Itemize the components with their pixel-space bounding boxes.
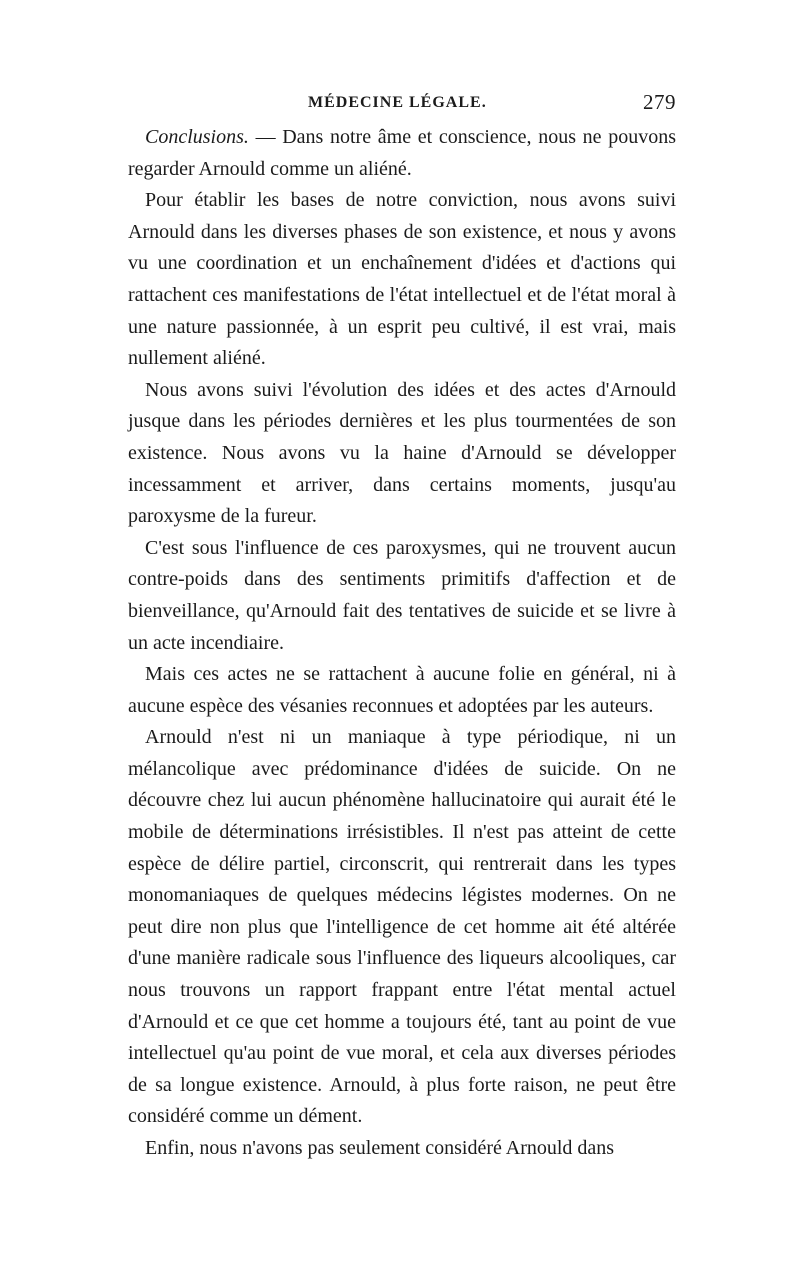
paragraph-vesanies: [128, 659, 676, 722]
paragraph-diagnostic: [128, 722, 676, 1133]
running-head: [128, 88, 676, 122]
paragraph-text: Arnould n'est ni un maniaque à type périodique, ni un mélancolique avec prédominance d'idées de suicide. On ne découvre chez lui aucun phénomène hallucinatoire qui aurait été le mobile de déterminations irrésistibles. Il n'est pas atteint de cette espèce de délire partiel, circonscrit, qui rentrerait dans les types monomaniaques de quelques médecins légistes modernes. On ne peut dire non plus que l'intelligence de cet homme ait été altérée d'une manière radicale sous l'influence des liqueurs alcooliques, car nous trouvons un rapport frappant entre l'état mental actuel d'Arnould et ce que cet homme a toujours été, tant au point de vue intellectuel qu'au point de vue moral, et cela aux diverses périodes de sa longue existence. Arnould, à plus forte raison, ne peut être considéré comme un dément.: [128, 726, 676, 1128]
paragraph-text: Mais ces actes ne se rattachent à aucune folie en général, ni à aucune espèce des vésanies reconnues et adoptées par les auteurs.: [128, 663, 676, 717]
paragraph-text: Pour établir les bases de notre conviction, nous avons suivi Arnould dans les diverses phases de son existence, et nous y avons vu une coordination et un enchaînement d'idées et d'actions qui rattachent ces manifestations de l'état intellectuel et de l'état moral à une nature passionnée, à un esprit peu cultivé, il est vrai, mais nullement aliéné.: [128, 189, 676, 370]
paragraph-conviction: [128, 185, 676, 375]
paragraph-evolution: [128, 375, 676, 533]
paragraph-text: Nous avons suivi l'évolution des idées et des actes d'Arnould jusque dans les périodes dernières et les plus tourmentées de son existence. Nous avons vu la haine d'Arnould se développer incessamment et arriver, dans certains moments, jusqu'au paroxysme de la fureur.: [128, 378, 676, 528]
body-text: [128, 122, 676, 1165]
paragraph-paroxysmes: [128, 533, 676, 659]
page-number: 279: [643, 90, 676, 114]
paragraph-text: Enfin, nous n'avons pas seulement considéré Arnould dans: [145, 1137, 615, 1159]
running-title: MÉDECINE LÉGALE.: [308, 94, 487, 111]
paragraph-text: C'est sous l'influence de ces paroxysmes, qui ne trouvent aucun contre-poids dans des sentiments primitifs d'affection et de bienveillance, qu'Arnould fait des tentatives de suicide et se livre à un acte incendiaire.: [128, 536, 676, 654]
paragraph-enfin: [128, 1133, 676, 1165]
book-page: [128, 88, 676, 1165]
paragraph-lead: Conclusions.: [145, 126, 249, 148]
paragraph-text: — Dans notre âme et conscience, nous ne pouvons regarder Arnould comme un aliéné.: [128, 126, 676, 180]
paragraph-conclusions: [128, 122, 676, 185]
